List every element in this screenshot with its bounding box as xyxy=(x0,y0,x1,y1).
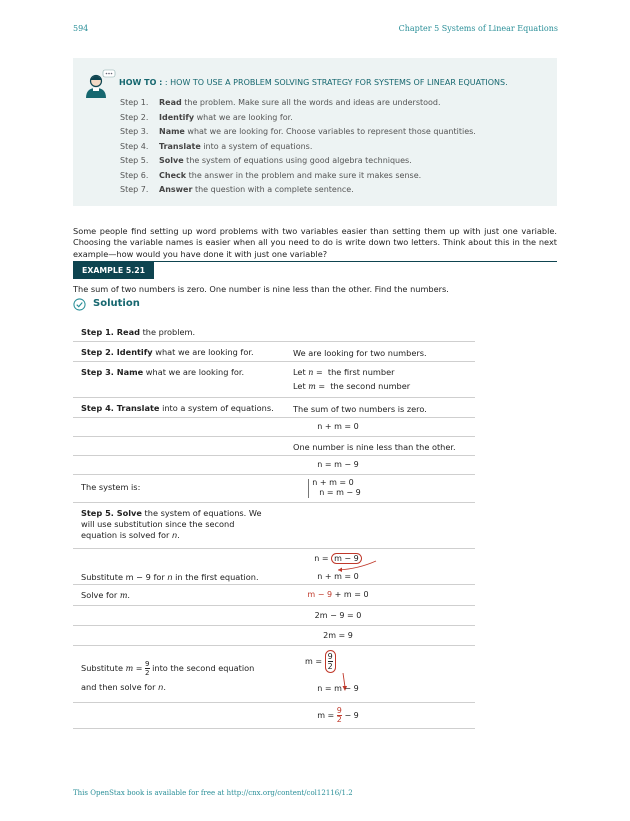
substitution-arrow xyxy=(328,559,398,573)
m-value: m = $\frac{9}{2}$ xyxy=(305,650,365,673)
table-row xyxy=(73,398,475,418)
system-equation-2: n = m − 9 xyxy=(319,488,361,497)
table-row xyxy=(73,362,475,398)
example-label: EXAMPLE 5.21 xyxy=(73,262,154,279)
substituted-equation: m − 9 + m = 0 xyxy=(307,590,369,599)
step-1-cell: Step 1. Read the problem. xyxy=(81,327,196,337)
equation-1: n + m = 0 xyxy=(317,422,359,431)
table-row xyxy=(73,437,475,456)
step-3-cell: Step 3. Name what we are looking for. xyxy=(81,367,245,377)
n-equation: n = m − 9 xyxy=(317,684,359,693)
howto-box: HOW TO : : HOW TO USE A PROBLEM SOLVING STRATEGY FOR SYSTEMS OF LINEAR EQUATIONS. Step 1. Read the problem. Make sure all the words and ideas are understood. Step 2. Identify what we are looking for. Step 3. Name what we are looking for. Choose variables to represent those quantities. Step 4. Translate into a system of equations. Step 5. Solve the system of equations using good algebra techniques. Step 6. Check the answer in the problem and make sure it makes sense. Step 7. Answer the question with a complete sentence. xyxy=(73,58,557,206)
substitute-m-instruction: Substitute m = $\frac{9}{2}$ into the second equation xyxy=(81,660,255,677)
table-row xyxy=(73,322,475,342)
howto-title: HOW TO : : HOW TO USE A PROBLEM SOLVING STRATEGY FOR SYSTEMS OF LINEAR EQUATIONS. xyxy=(119,78,508,87)
table-row xyxy=(73,626,475,646)
table-row xyxy=(73,606,475,626)
table-row xyxy=(73,703,475,729)
equation-2m-minus-9: 2m − 9 = 0 xyxy=(314,611,362,620)
solve-for-n-instruction: and then solve for n. xyxy=(81,682,166,692)
step-4-sentence: The sum of two numbers is zero. xyxy=(293,404,427,414)
final-fraction: $\frac{9}{2}$ xyxy=(336,706,342,724)
system-equation-1: n + m = 0 xyxy=(312,478,354,487)
table-row xyxy=(73,503,475,549)
table-row xyxy=(73,549,475,585)
intro-paragraph: Some people find setting up word problems with two variables easier than setting them up with just one variable. Choosing the variable names is easier when all you need to do is write down two letters. Think about this in the next example—how would you have done it with just one variable? xyxy=(73,226,557,259)
final-equation: m = $\frac{9}{2}$ − 9 xyxy=(317,706,359,724)
equation-2: n = m − 9 xyxy=(317,460,359,469)
table-row xyxy=(73,475,475,503)
solution-table xyxy=(73,322,475,729)
solution-label: Solution xyxy=(93,298,140,309)
step-2-cell: Step 2. Identify what we are looking for. xyxy=(81,347,254,357)
substitute-instruction: Substitute m − 9 for n in the first equation. xyxy=(81,572,259,582)
table-row xyxy=(73,585,475,606)
page-footer: This OpenStax book is available for free at http://cnx.org/content/col12116/1.2 xyxy=(73,789,353,797)
let-n-line: Let n = the first number xyxy=(293,367,395,377)
system-label: The system is: xyxy=(81,482,141,492)
step-5-cell: Step 5. Solve the system of equations. We will use substitution since the second equation is solved for n. xyxy=(81,508,262,540)
substitution-source: n = m − 9 xyxy=(283,553,393,564)
step-4-cell: Step 4. Translate into a system of equations. xyxy=(81,403,274,413)
table-row xyxy=(73,342,475,362)
problem-statement: The sum of two numbers is zero. One number is nine less than the other. Find the numbers. xyxy=(73,284,449,294)
example-header xyxy=(73,261,557,279)
substitution-target: n + m = 0 xyxy=(317,572,359,581)
m-fraction: $\frac{9}{2}$ xyxy=(325,650,336,673)
let-m-line: Let m = the second number xyxy=(293,381,411,391)
table-row xyxy=(73,456,475,475)
table-row xyxy=(73,646,475,703)
checkmark-circle-icon xyxy=(73,298,86,311)
step-2-result: We are looking for two numbers. xyxy=(293,348,427,358)
table-row xyxy=(73,418,475,437)
page-number: 594 xyxy=(73,24,89,33)
solve-for-m-label: Solve for m. xyxy=(81,590,131,600)
person-thinking-icon xyxy=(83,68,119,104)
sentence-2: One number is nine less than the other. xyxy=(293,442,456,452)
equation-2m: 2m = 9 xyxy=(323,631,353,640)
chapter-title: Chapter 5 Systems of Linear Equations xyxy=(398,24,558,33)
